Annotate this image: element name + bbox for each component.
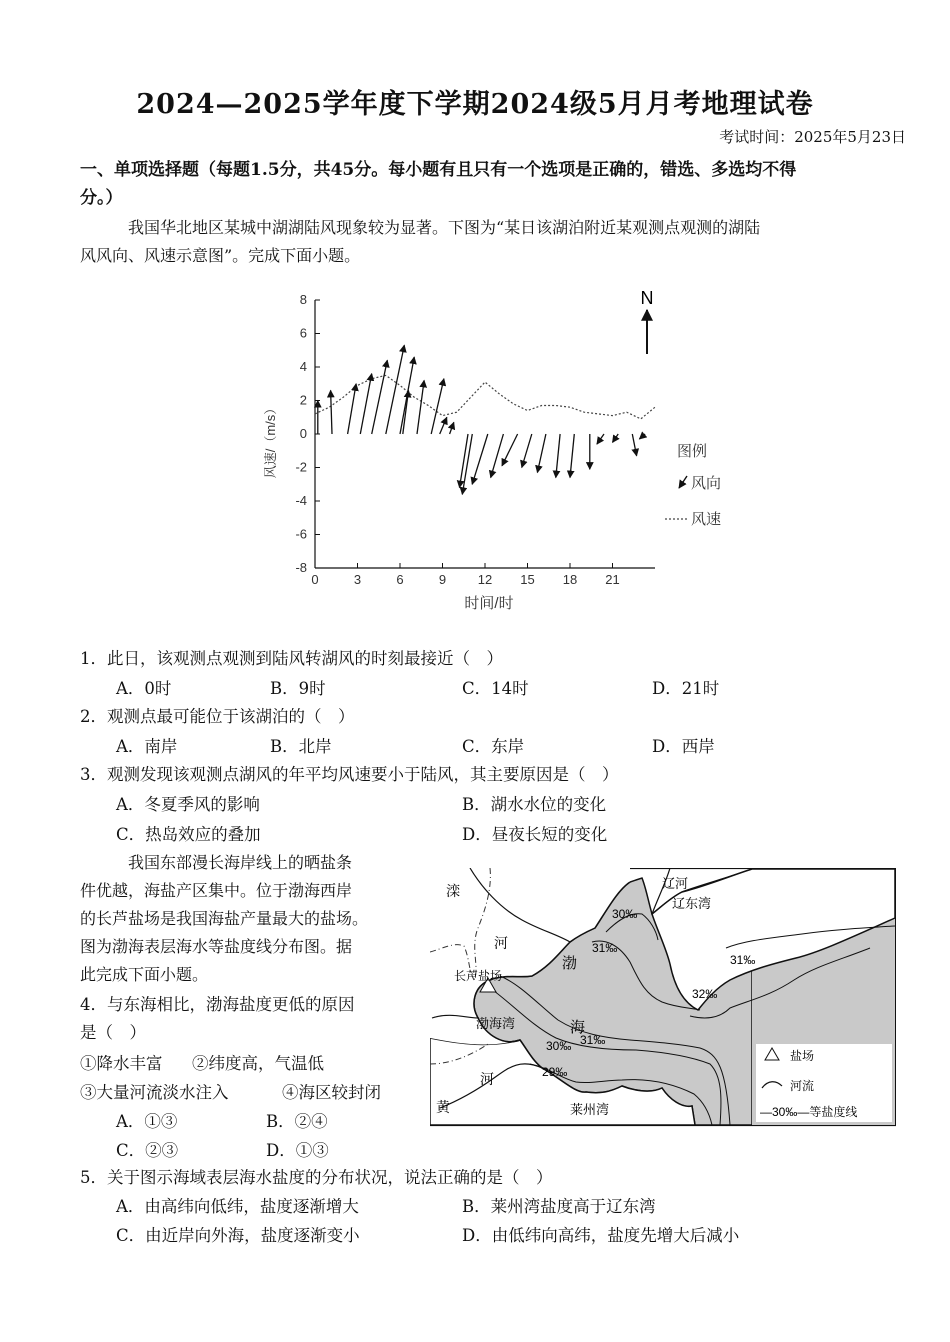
- question-4-stem-line1: 4．与东海相比，渤海盐度更低的原因: [80, 995, 355, 1014]
- x-tick-label: 21: [605, 572, 620, 587]
- legend-isohaline-label: —30‰—等盐度线: [760, 1105, 858, 1119]
- question-5-stem: 5．关于图示海域表层海水盐度的分布状况，说法正确的是（ ）: [80, 1168, 553, 1187]
- passage-1-line2: 风风向、风速示意图”。完成下面小题。: [80, 246, 361, 265]
- wind-direction-arrow: [522, 434, 532, 468]
- map-label-hai: 海: [570, 1019, 586, 1036]
- x-tick-label: 12: [477, 572, 493, 587]
- y-tick-label: 0: [299, 426, 307, 441]
- x-tick-label: 9: [438, 572, 447, 587]
- map-label-salinity-29: 29‰: [542, 1065, 568, 1079]
- speed-series-line: [315, 375, 655, 419]
- passage-2-line1: 我国东部漫长海岸线上的晒盐条: [128, 853, 353, 872]
- q3-option-a[interactable]: A．冬夏季风的影响: [116, 795, 260, 814]
- map-label-laizhouwan: 莱州湾: [570, 1102, 610, 1117]
- wind-direction-arrow: [431, 379, 444, 434]
- wind-direction-arrow: [556, 434, 560, 478]
- y-axis-label: 风速/（m/s）: [263, 401, 278, 479]
- wind-direction-arrow: [632, 434, 636, 456]
- map-label-liaodongwan: 辽东湾: [672, 896, 712, 911]
- north-label: N: [640, 288, 654, 308]
- wind-direction-arrow: [348, 384, 357, 434]
- wind-direction-arrow: [440, 417, 447, 434]
- wind-direction-arrow: [372, 360, 388, 434]
- page-title: 2024—2025学年度下学期2024级5月月考地理试卷: [136, 89, 814, 120]
- x-tick-label: 18: [562, 572, 578, 587]
- wind-direction-arrow: [331, 390, 332, 434]
- question-2-stem: 2．观测点最可能位于该湖泊的（ ）: [80, 707, 355, 726]
- map-label-bo: 渤: [562, 955, 578, 972]
- legend-saltfield-label: 盐场: [790, 1049, 815, 1063]
- exam-time: 考试时间：2025年5月23日: [719, 128, 906, 146]
- wind-direction-arrow: [537, 434, 546, 473]
- wind-direction-arrow: [450, 422, 454, 434]
- q5-option-a[interactable]: A．由高纬向低纬，盐度逐渐增大: [116, 1197, 359, 1216]
- passage-2: [80, 849, 420, 989]
- y-tick-label: -8: [295, 560, 307, 575]
- legend-direction-icon: [679, 476, 687, 488]
- x-tick-label: 0: [311, 572, 319, 587]
- map-label-bohaiwan: 渤海湾: [476, 1016, 516, 1031]
- map-label-liaohe: 辽河: [662, 876, 689, 891]
- q4-item-2: ②纬度高，气温低: [192, 1054, 324, 1073]
- map-label-luan: 滦: [446, 883, 460, 899]
- wind-direction-arrow: [639, 434, 645, 439]
- q3-option-c[interactable]: C．热岛效应的叠加: [116, 825, 261, 844]
- q4-option-a[interactable]: A．①③: [116, 1112, 178, 1131]
- wind-direction-arrow: [613, 434, 619, 442]
- passage-2-line4: 图为渤海表层海水等盐度线分布图。据: [80, 937, 353, 956]
- x-tick-label: 6: [396, 572, 404, 587]
- wind-direction-arrow: [386, 345, 405, 434]
- y-ticks: [295, 292, 320, 575]
- y-tick-label: -2: [295, 459, 307, 475]
- legend-speed-label: 风速: [691, 511, 722, 528]
- x-tick-label: 3: [353, 572, 362, 587]
- passage-2-line3: 的长芦盐场是我国海盐产量最大的盐场。: [80, 909, 369, 928]
- wind-direction-arrow: [417, 380, 424, 434]
- y-tick-label: 4: [299, 359, 307, 374]
- q5-option-b[interactable]: B．莱州湾盐度高于辽东湾: [462, 1197, 656, 1216]
- question-3-stem: 3．观测发现该观测点湖风的年平均风速要小于陆风，其主要原因是（ ）: [80, 765, 619, 784]
- q1-option-d[interactable]: D．21时: [652, 679, 720, 698]
- q1-option-c[interactable]: C．14时: [462, 679, 529, 698]
- passage-2-line5: 此完成下面小题。: [80, 965, 209, 984]
- map-label-he2: 河: [480, 1071, 494, 1087]
- q5-option-d[interactable]: D．由低纬向高纬，盐度先增大后减小: [462, 1226, 740, 1245]
- legend-direction-label: 风向: [691, 475, 722, 492]
- passage-1-line1: 我国华北地区某城中湖湖陆风现象较为显著。下图为“某日该湖泊附近某观测点观测的湖陆: [128, 218, 761, 237]
- map-label-salinity-30-north: 30‰: [612, 907, 638, 921]
- bohai-salinity-map: [430, 868, 896, 1130]
- direction-arrows: [318, 345, 645, 494]
- legend-river-label: 河流: [790, 1079, 815, 1093]
- q1-option-a[interactable]: A．0时: [116, 679, 172, 698]
- q5-option-c[interactable]: C．由近岸向外海，盐度逐渐变小: [116, 1226, 360, 1245]
- passage-1: [80, 214, 910, 270]
- q4-option-b[interactable]: B．②④: [266, 1112, 328, 1131]
- q2-option-c[interactable]: C．东岸: [462, 737, 525, 756]
- legend-title: 图例: [677, 443, 708, 460]
- wind-direction-arrow: [491, 434, 504, 478]
- q4-item-1: ①降水丰富: [80, 1054, 163, 1073]
- q4-option-c[interactable]: C．②③: [116, 1141, 179, 1160]
- q3-option-b[interactable]: B．湖水水位的变化: [462, 795, 607, 814]
- y-tick-label: 8: [299, 292, 307, 307]
- x-ticks: [311, 563, 619, 587]
- map-label-huang: 黄: [436, 1099, 450, 1115]
- x-tick-label: 15: [520, 572, 535, 587]
- y-tick-label: 6: [299, 325, 307, 341]
- section-heading-line2: 分。）: [80, 188, 123, 208]
- section-heading-line1: 一、单项选择题（每题1.5分，共45分。每小题有且只有一个选项是正确的，错选、多选均不得: [80, 160, 797, 180]
- map-label-salinity-31-c: 31‰: [580, 1033, 606, 1047]
- map-label-salinity-30-south: 30‰: [546, 1039, 572, 1053]
- wind-direction-arrow: [597, 434, 604, 444]
- wind-direction-arrow: [472, 434, 488, 484]
- wind-direction-arrow: [460, 434, 469, 488]
- q4-item-3: ③大量河流淡水注入: [80, 1083, 229, 1102]
- wind-direction-arrow: [570, 434, 574, 478]
- passage-2-line2: 件优越，海盐产区集中。位于渤海西岸: [80, 881, 353, 900]
- q4-item-4: ④海区较封闭: [282, 1083, 381, 1102]
- q3-option-d[interactable]: D．昼夜长短的变化: [462, 825, 608, 844]
- map-label-salinity-32: 32‰: [692, 987, 718, 1001]
- question-4-stem-line2: 是（ ）: [80, 1023, 146, 1042]
- q2-option-b[interactable]: B．北岸: [270, 737, 332, 756]
- map-label-changlu: 长芦盐场: [454, 969, 503, 983]
- map-label-he1: 河: [494, 935, 508, 951]
- q1-option-b[interactable]: B．9时: [270, 679, 326, 698]
- q2-option-a[interactable]: A．南岸: [116, 737, 178, 756]
- x-axis-label: 时间/时: [464, 595, 514, 612]
- wind-direction-arrow: [502, 434, 518, 466]
- wind-chart: [255, 282, 735, 622]
- question-1-stem: 1．此日，该观测点观测到陆风转湖风的时刻最接近（ ）: [80, 649, 503, 668]
- q2-option-d[interactable]: D．西岸: [652, 737, 715, 756]
- y-tick-label: -4: [295, 493, 307, 508]
- section-heading: [80, 156, 900, 212]
- wind-direction-arrow: [400, 357, 414, 434]
- y-tick-label: -6: [295, 526, 307, 542]
- q4-option-d[interactable]: D．①③: [266, 1141, 329, 1160]
- map-label-salinity-31-b: 31‰: [730, 953, 756, 967]
- y-tick-label: 2: [299, 392, 307, 408]
- map-label-salinity-31-a: 31‰: [592, 941, 618, 955]
